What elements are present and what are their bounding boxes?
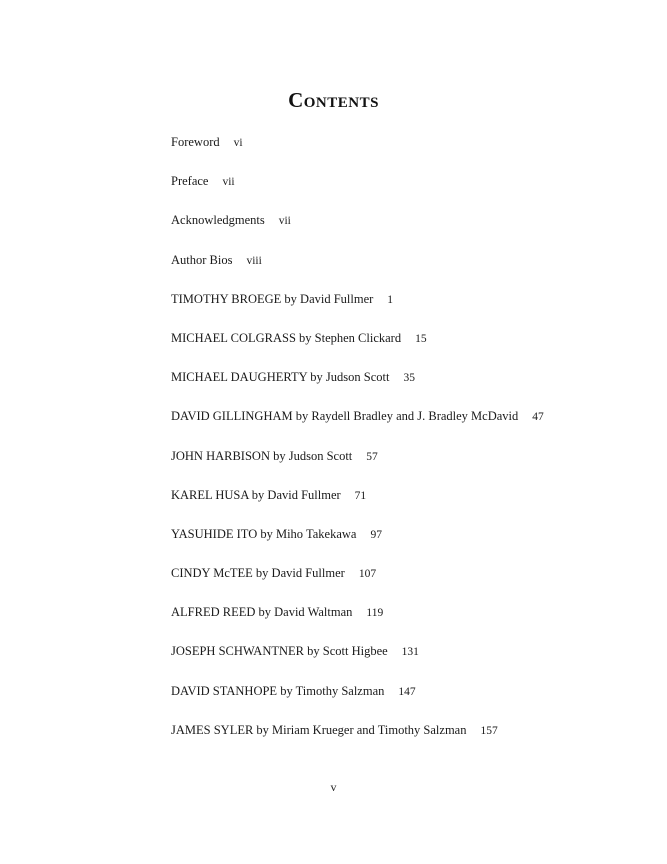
toc-entry-husa [171, 484, 544, 523]
toc-entry-label: JOSEPH SCHWANTNER by Scott Higbee [171, 644, 388, 659]
toc-entry-reed [171, 601, 544, 640]
toc-entry-label: TIMOTHY BROEGE by David Fullmer [171, 291, 374, 306]
toc-entry-mctee [171, 562, 544, 601]
toc-entry-label: JAMES SYLER by Miriam Krueger and Timothy Salzman [171, 722, 467, 737]
toc-entry-label: ALFRED REED by David Waltman [171, 605, 353, 620]
toc-entry-label: Author Bios [171, 252, 233, 267]
toc-entry-page: 119 [366, 607, 384, 620]
toc-entry-page: viii [246, 254, 262, 267]
toc-entry-label: JOHN HARBISON by Judson Scott [171, 448, 353, 463]
toc-entry-page: vii [222, 176, 235, 189]
toc-entry-label: Foreword [171, 135, 220, 149]
toc-entry-page: 131 [401, 646, 419, 659]
toc-entry-label: DAVID GILLINGHAM by Raydell Bradley and J. Bradley McDavid [171, 409, 519, 424]
toc-entry-stanhope [171, 680, 544, 719]
toc-entry-page: 107 [358, 568, 377, 581]
toc-entry-syler [171, 719, 544, 758]
toc-entry-gillingham [171, 405, 544, 444]
toc-entry-label: Preface [171, 174, 209, 189]
toc-entry-page: 57 [366, 450, 378, 463]
toc-entry-author-bios [171, 249, 544, 288]
toc-entry-label: KAREL HUSA by David Fullmer [171, 487, 341, 502]
toc-entry-label: CINDY McTEE by David Fullmer [171, 566, 345, 581]
toc-entry-page: 97 [370, 528, 382, 541]
toc-entry-daugherty [171, 366, 544, 405]
toc-entry-page: 157 [480, 724, 498, 737]
toc-entry-label: MICHAEL DAUGHERTY by Judson Scott [171, 370, 390, 385]
page-number: v [330, 780, 337, 794]
toc-entry-page: 35 [403, 372, 415, 385]
toc-entry-page: vi [233, 137, 243, 149]
toc-entry-page: 15 [415, 332, 427, 345]
toc-entry-page: 47 [532, 411, 544, 424]
toc-entry-ito [171, 523, 544, 562]
table-of-contents [171, 131, 544, 758]
toc-entry-harbison [171, 445, 544, 484]
toc-entry-colgrass [171, 327, 544, 366]
toc-entry-page: 1 [387, 293, 394, 306]
toc-entry-acknowledgments [171, 209, 544, 248]
toc-entry-label: YASUHIDE ITO by Miho Takekawa [171, 526, 357, 541]
toc-entry-page: 71 [354, 489, 367, 502]
toc-entry-page: 147 [398, 685, 416, 698]
toc-entry-label: Acknowledgments [171, 213, 265, 228]
toc-entry-broege [171, 288, 544, 327]
toc-entry-preface [171, 170, 544, 209]
toc-entry-foreword [171, 131, 544, 170]
toc-entry-label: DAVID STANHOPE by Timothy Salzman [171, 683, 385, 698]
page-title: Contents [288, 88, 379, 113]
toc-entry-schwantner [171, 640, 544, 679]
toc-entry-label: MICHAEL COLGRASS by Stephen Clickard [171, 330, 402, 345]
toc-entry-page: vii [278, 215, 291, 228]
